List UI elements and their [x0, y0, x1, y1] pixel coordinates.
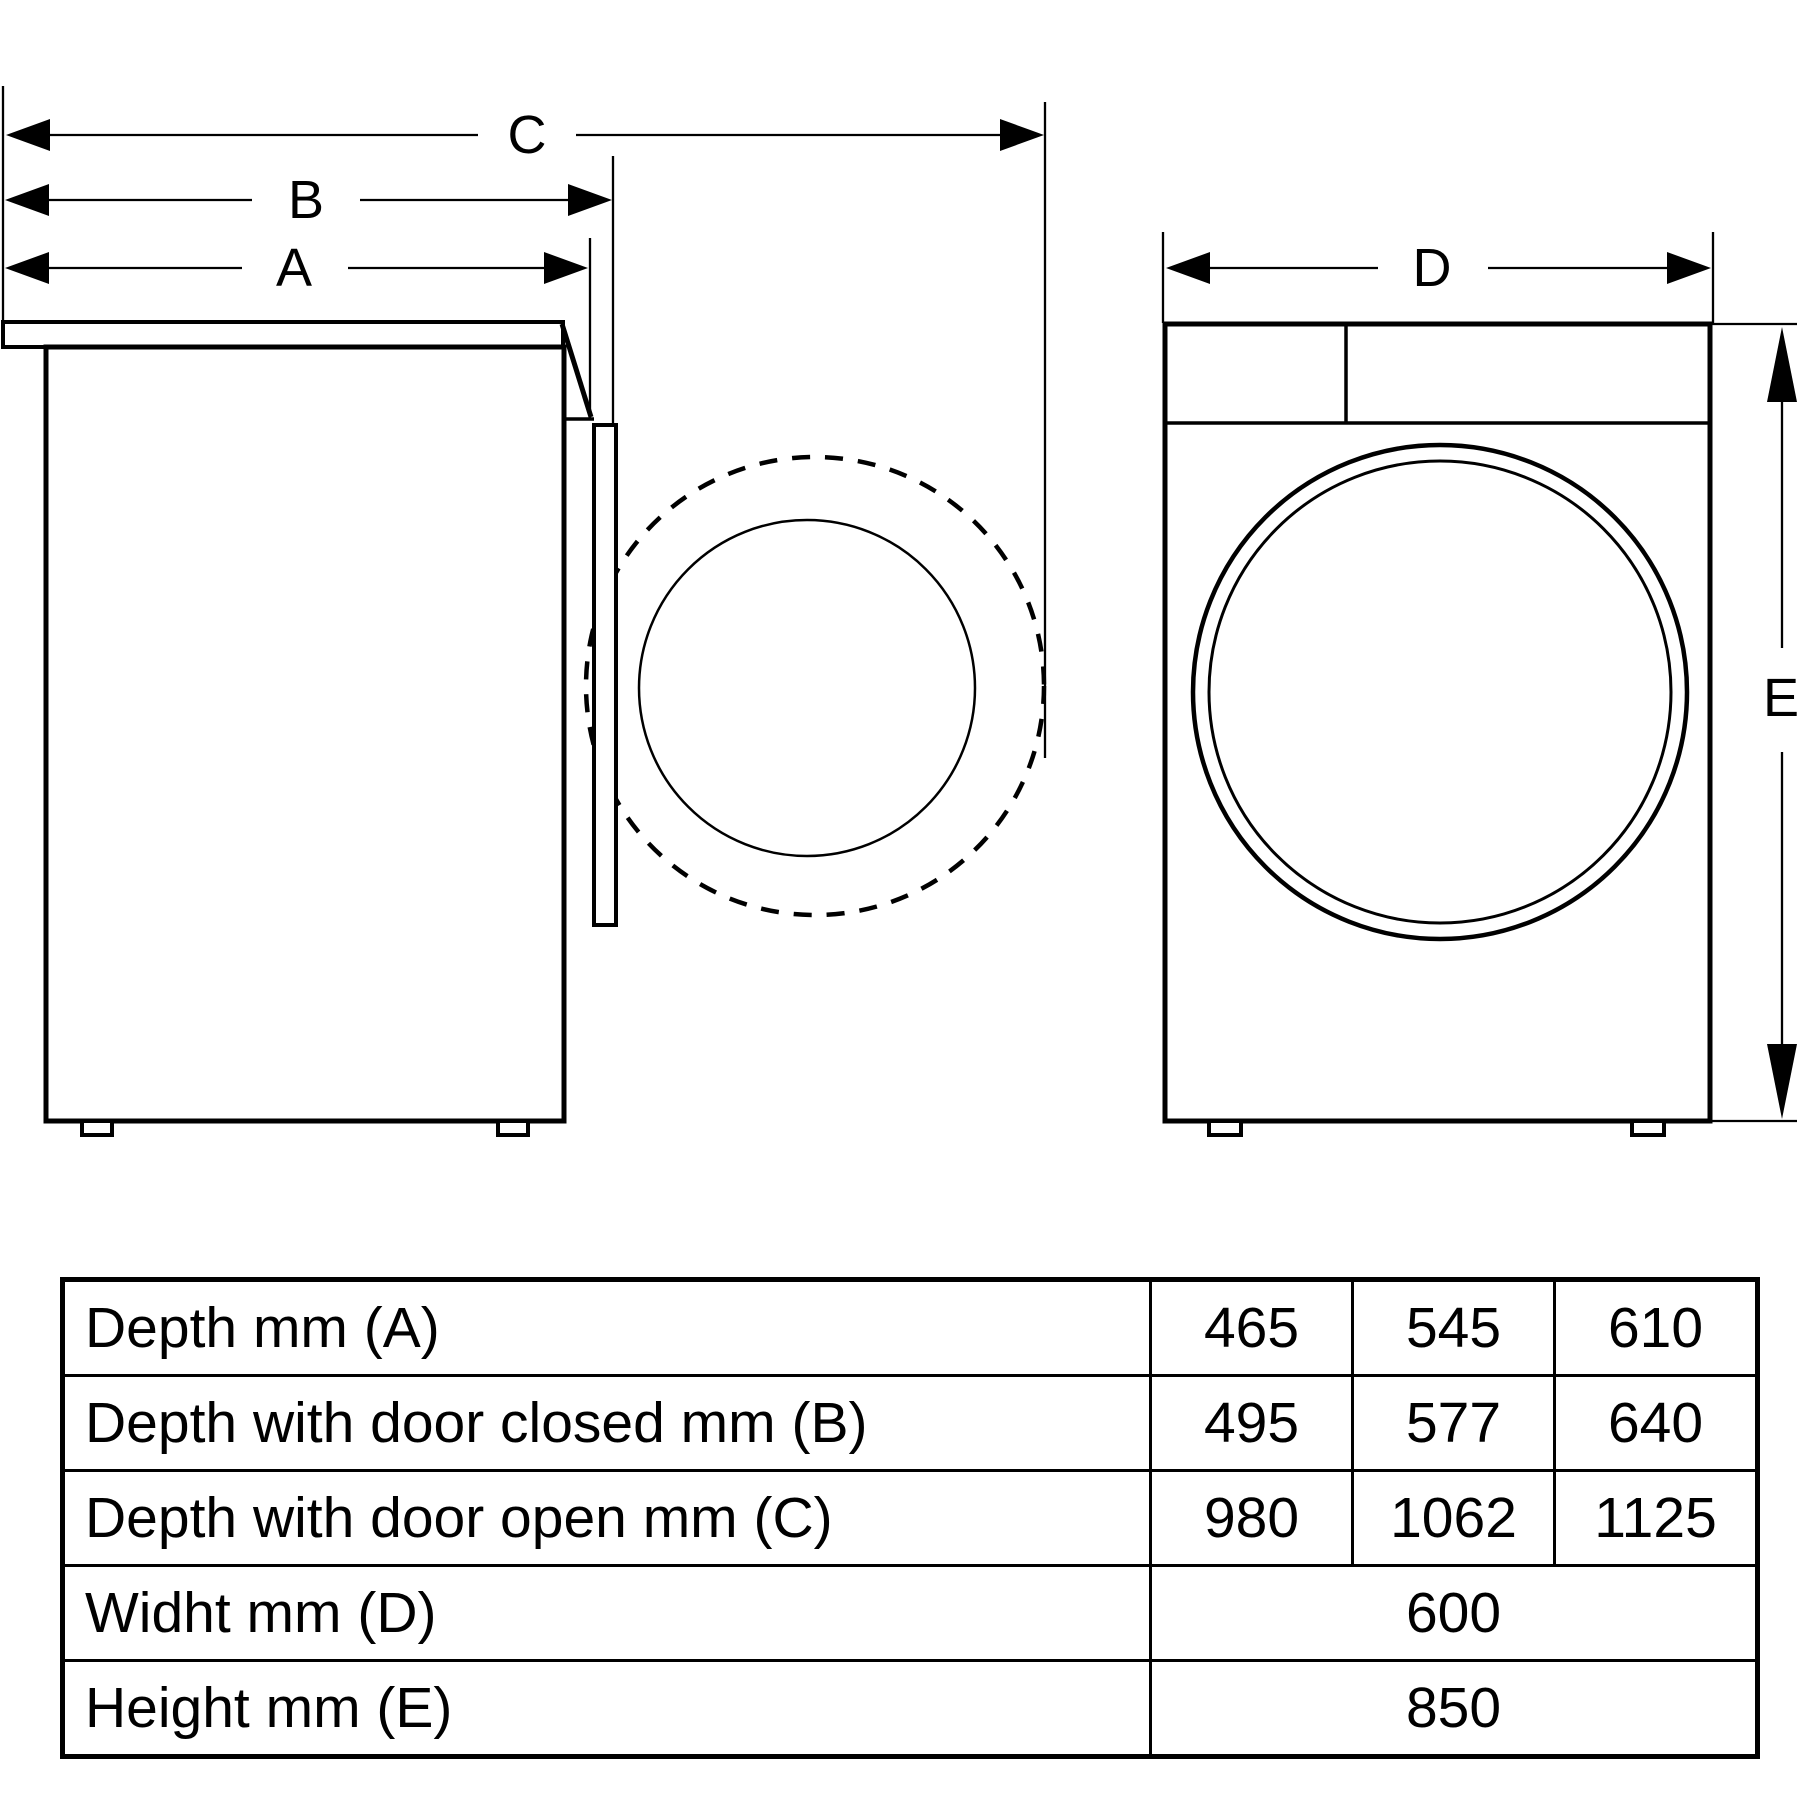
dim-label-b: B [287, 170, 325, 230]
value-cell: 577 [1353, 1376, 1555, 1471]
row-label: Height mm (E) [63, 1661, 1151, 1757]
value-cell-merged: 850 [1151, 1661, 1758, 1757]
row-label: Depth with door open mm (C) [63, 1471, 1151, 1566]
value-cell: 610 [1555, 1280, 1758, 1376]
value-cell: 640 [1555, 1376, 1758, 1471]
dim-line-b [5, 170, 612, 230]
dim-b-left-arrowhead [5, 184, 49, 216]
dim-label-e: E [1762, 668, 1800, 728]
row-label: Depth mm (A) [63, 1280, 1151, 1376]
dim-a-left-arrowhead [5, 252, 49, 284]
table-row-depth-door-open-c [63, 1471, 1758, 1566]
cabinet-outline [46, 347, 564, 1121]
table-row-height-e [63, 1661, 1758, 1757]
front-view-drawing [1163, 232, 1799, 1135]
table-row-depth-a [63, 1280, 1758, 1376]
dimensions-table [60, 1277, 1760, 1759]
row-label: Depth with door closed mm (B) [63, 1376, 1151, 1471]
value-cell: 545 [1353, 1280, 1555, 1376]
dim-c-right-arrowhead [1000, 119, 1044, 151]
dim-label-a: A [275, 238, 313, 298]
side-view-right-foot [498, 1121, 528, 1135]
dim-line-e [1763, 327, 1799, 1119]
dim-e-bottom-arrowhead [1767, 1044, 1797, 1119]
open-door-porthole-circle [639, 520, 975, 856]
dim-b-right-arrowhead [568, 184, 612, 216]
value-cell: 495 [1151, 1376, 1353, 1471]
dim-label-d: D [1412, 238, 1452, 298]
row-label: Widht mm (D) [63, 1566, 1151, 1661]
worktop-outline [3, 322, 563, 347]
value-cell: 465 [1151, 1280, 1353, 1376]
dim-label-c: C [507, 105, 547, 165]
dim-a-right-arrowhead [544, 252, 588, 284]
dim-line-a [5, 238, 588, 298]
side-view-drawing [3, 86, 1045, 1135]
table-row-depth-door-closed-b [63, 1376, 1758, 1471]
value-cell: 1062 [1353, 1471, 1555, 1566]
front-view-left-foot [1209, 1121, 1241, 1135]
dim-e-top-arrowhead [1767, 327, 1797, 402]
open-door-outline [594, 425, 616, 925]
value-cell-merged: 600 [1151, 1566, 1758, 1661]
side-view-left-foot [82, 1121, 112, 1135]
dim-line-d [1166, 238, 1711, 298]
dim-d-left-arrowhead [1166, 252, 1210, 284]
front-view-right-foot [1632, 1121, 1664, 1135]
table-row-width-d [63, 1566, 1758, 1661]
value-cell: 980 [1151, 1471, 1353, 1566]
dim-line-c [6, 105, 1044, 165]
dim-d-right-arrowhead [1667, 252, 1711, 284]
value-cell: 1125 [1555, 1471, 1758, 1566]
dim-c-left-arrowhead [6, 119, 50, 151]
